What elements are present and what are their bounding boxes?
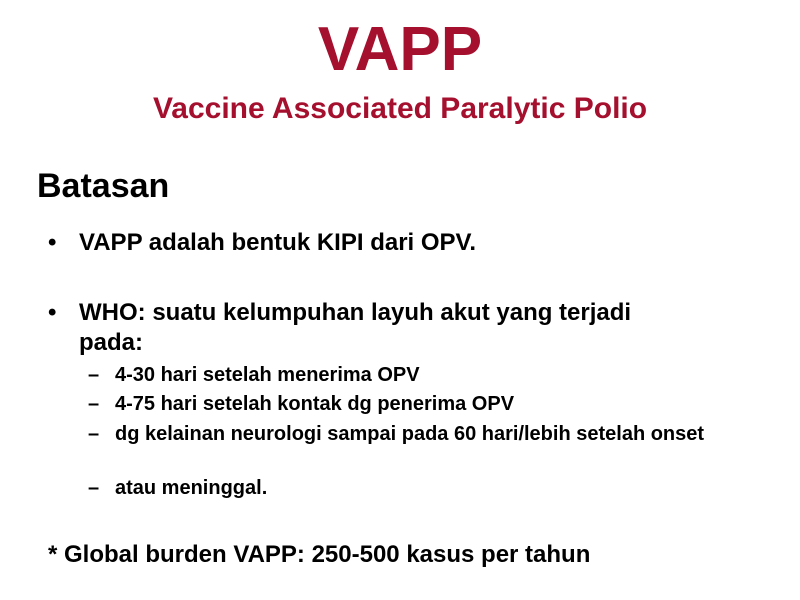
subbullet-text: 4-30 hari setelah menerima OPV bbox=[115, 364, 420, 386]
bullet-marker: • bbox=[48, 229, 57, 256]
subbullet-marker: – bbox=[88, 364, 100, 386]
bullet-marker: • bbox=[48, 299, 57, 326]
subbullet-item bbox=[88, 476, 728, 500]
slide-subtitle: Vaccine Associated Paralytic Polio bbox=[152, 92, 648, 125]
subbullet-item bbox=[88, 392, 728, 416]
bullet-text-line: WHO: suatu kelumpuhan layuh akut yang terjadi bbox=[79, 299, 632, 326]
subbullet-item bbox=[88, 363, 728, 387]
subbullet-text: 4-75 hari setelah kontak dg penerima OPV bbox=[115, 393, 515, 415]
bullet-item bbox=[48, 228, 768, 258]
subbullet-text: dg kelainan neurologi sampai pada 60 hari/lebih setelah onset bbox=[115, 423, 705, 445]
bullet-item bbox=[48, 298, 768, 358]
footer-note: * Global burden VAPP: 250-500 kasus per tahun bbox=[48, 541, 591, 568]
section-heading: Batasan bbox=[37, 167, 170, 205]
subbullet-marker: – bbox=[88, 393, 100, 415]
subbullet-item bbox=[88, 422, 728, 470]
subbullet-marker: – bbox=[88, 423, 100, 445]
subbullet-marker: – bbox=[88, 477, 100, 499]
bullet-text bbox=[79, 298, 631, 358]
bullet-text-line: pada: bbox=[79, 329, 144, 356]
bullet-text: VAPP adalah bentuk KIPI dari OPV. bbox=[79, 229, 477, 256]
subbullet-text: atau meninggal. bbox=[115, 477, 268, 499]
slide-title: VAPP bbox=[317, 15, 483, 84]
